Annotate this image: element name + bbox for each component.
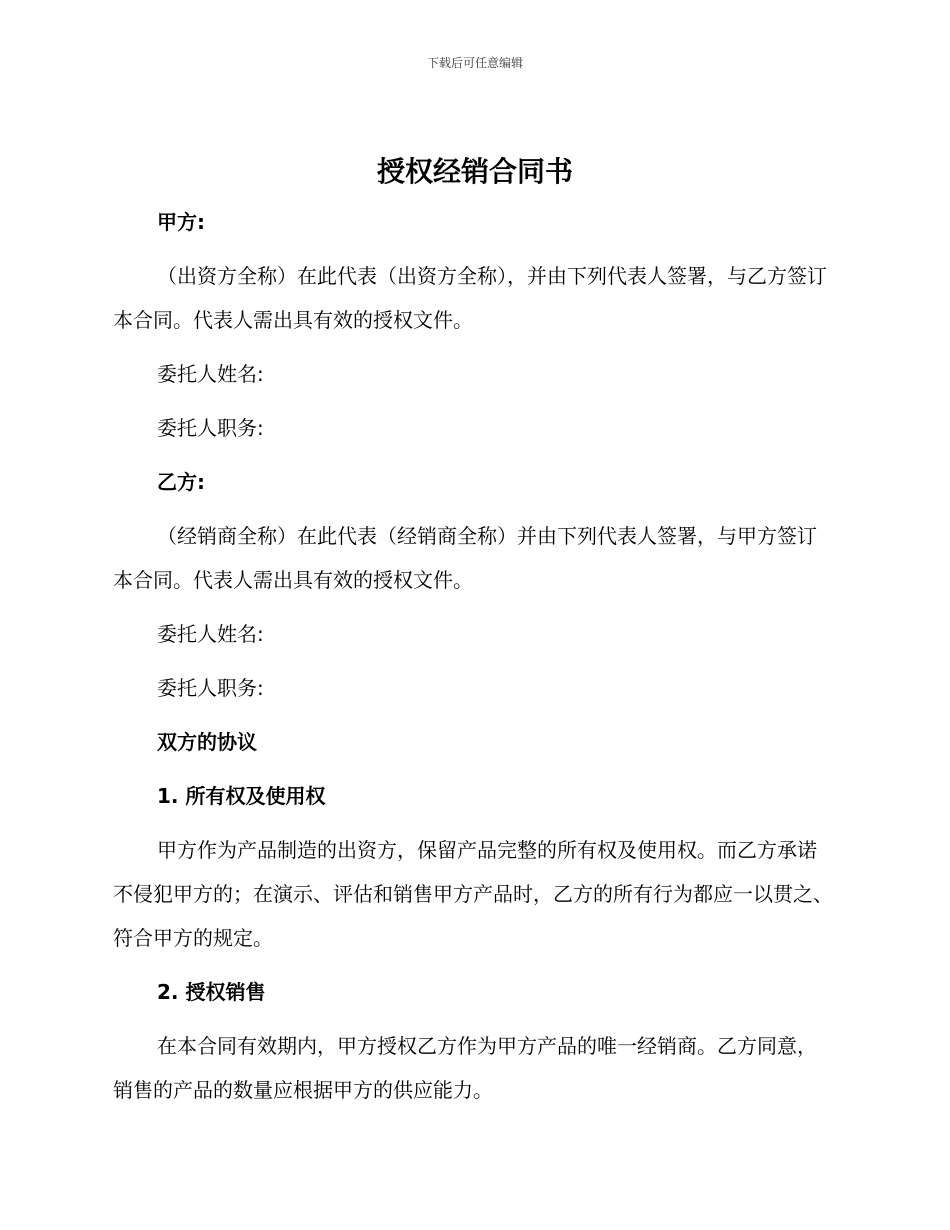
party-b-position-label: 委托人职务:	[157, 676, 264, 700]
party-b-name-label: 委托人姓名:	[157, 622, 264, 646]
party-a-name-label: 委托人姓名:	[157, 362, 264, 386]
party-a-heading: 甲方:	[157, 210, 205, 234]
party-b-heading: 乙方:	[157, 470, 205, 494]
section-2-paragraph: 在本合同有效期内，甲方授权乙方作为甲方产品的唯一经销商。乙方同意，销售的产品的数量应根据甲方的供应能力。	[113, 1034, 817, 1102]
agreement-heading: 双方的协议	[157, 730, 257, 754]
document-body	[113, 200, 833, 1112]
party-a-paragraph: （出资方全称）在此代表（出资方全称），并由下列代表人签署，与乙方签订本合同。代表人需出具有效的授权文件。	[113, 264, 827, 332]
header-note: 下载后可任意编辑	[426, 56, 523, 70]
document-title: 授权经销合同书	[376, 155, 573, 188]
section-2-heading: 2. 授权销售	[157, 980, 266, 1004]
party-b-paragraph: （经销商全称）在此代表（经销商全称）并由下列代表人签署，与甲方签订本合同。代表人需出具有效的授权文件。	[113, 524, 817, 592]
party-a-position-label: 委托人职务:	[157, 416, 264, 440]
section-1-heading: 1. 所有权及使用权	[157, 784, 326, 808]
section-1-paragraph: 甲方作为产品制造的出资方，保留产品完整的所有权及使用权。而乙方承诺不侵犯甲方的；在演示、评估和销售甲方产品时，乙方的所有行为都应一以贯之、符合甲方的规定。	[113, 838, 833, 950]
